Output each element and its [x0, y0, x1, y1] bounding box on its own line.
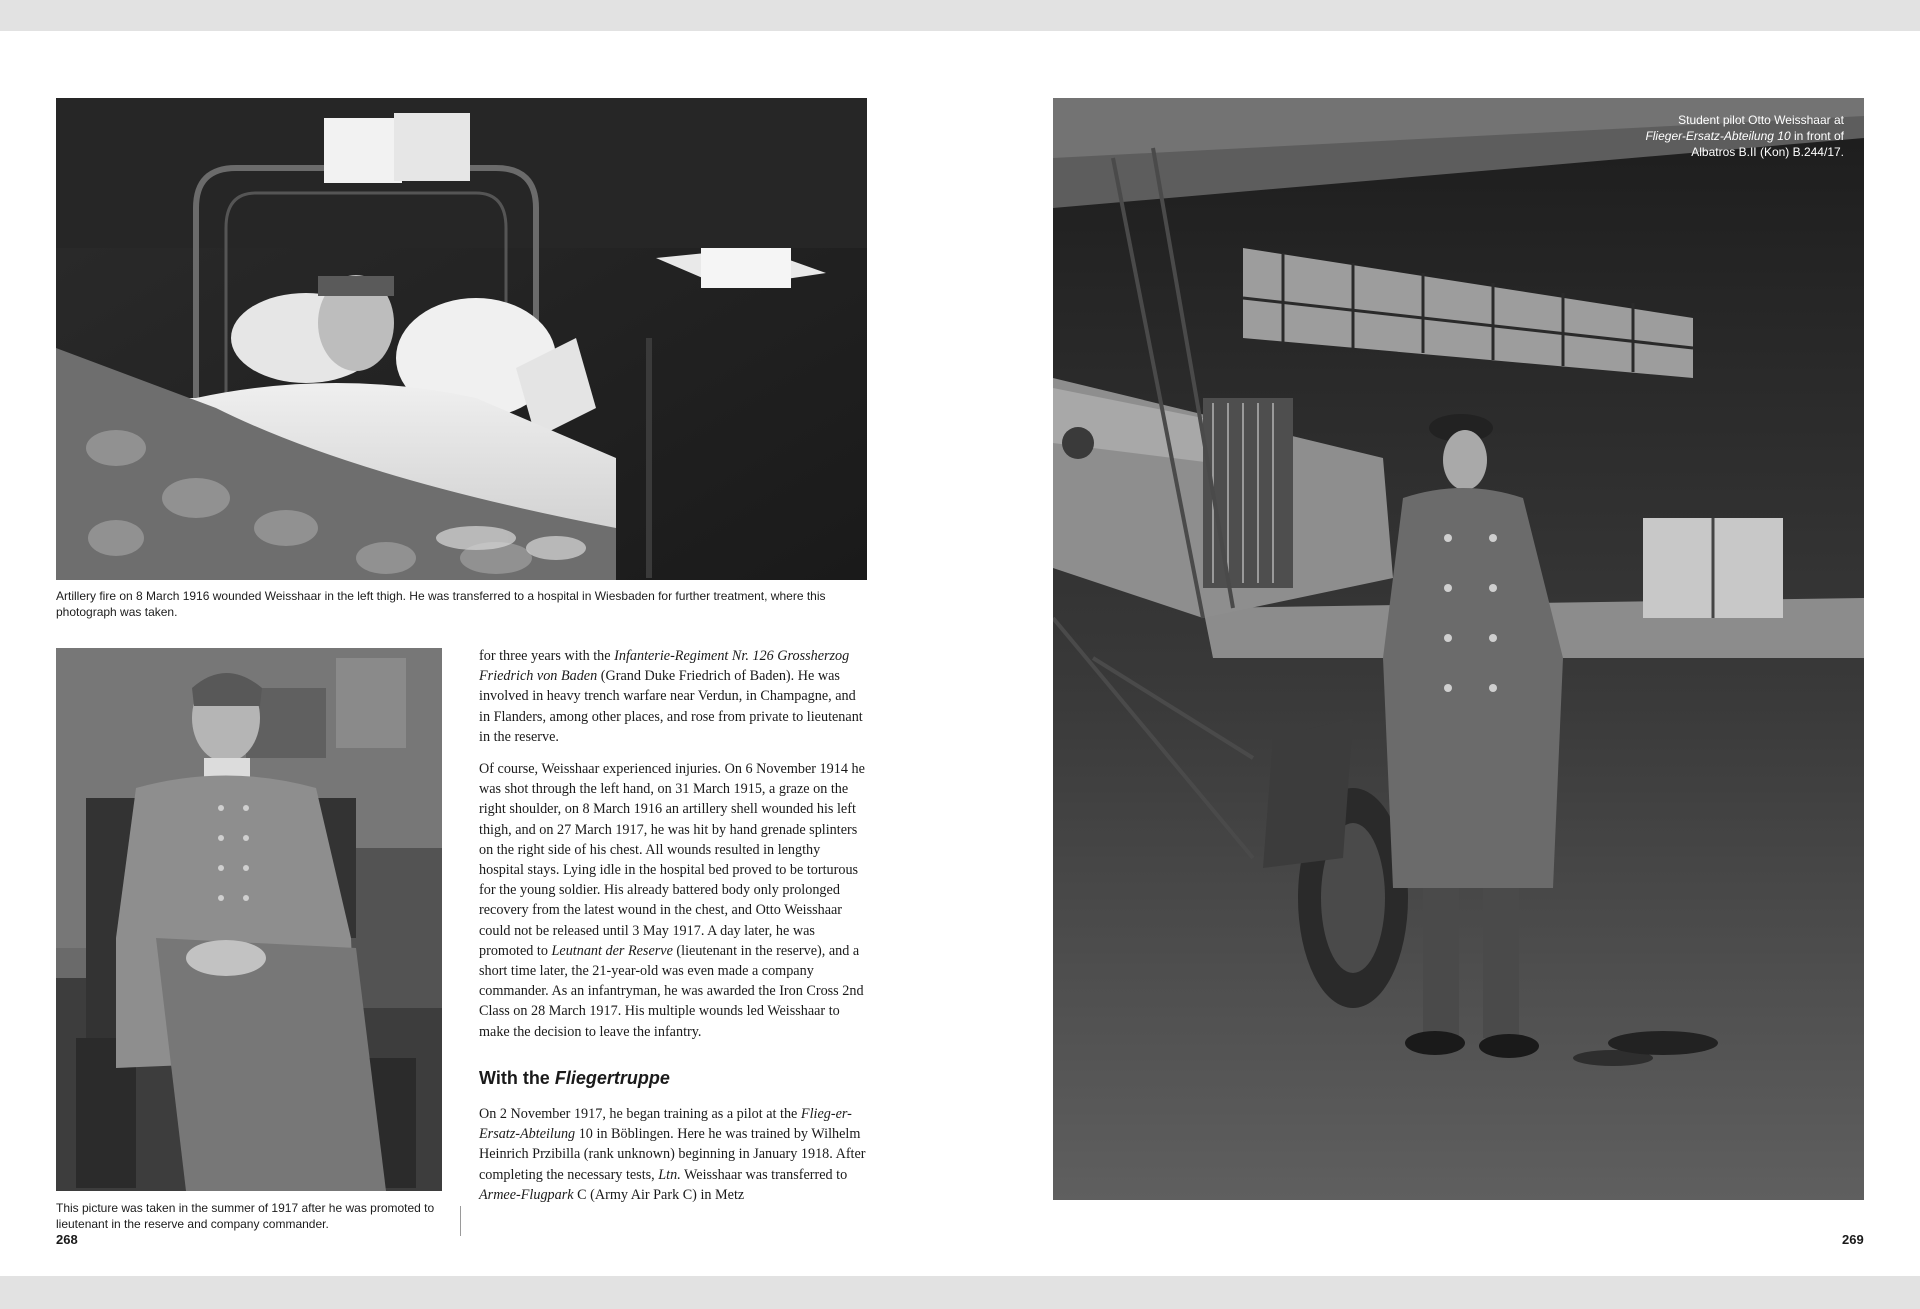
section-heading-italic: Fliegertruppe [554, 1068, 670, 1088]
italic-text-1: Flieger-Ersatz-Abteilung 10 [1645, 129, 1791, 143]
text-segment-6: C (Army Air Park C) in Metz [573, 1186, 745, 1203]
section-heading [479, 1068, 867, 1089]
column-rule [460, 1206, 461, 1236]
body-text-column [479, 646, 867, 1042]
text-segment-0: On 2 November 1917, he began training as a pilot at the [479, 1106, 801, 1122]
aircraft-photo-image [1053, 98, 1864, 1200]
body-text-column-continued [479, 1104, 867, 1205]
aircraft-photo-caption [1644, 112, 1844, 160]
text-segment-0: for three years with the [479, 648, 615, 664]
portrait-photo-caption: This picture was taken in the summer of 1917 after he was promoted to lieutenant in the reserve and company commander. [56, 1201, 435, 1231]
italic-text-1: Flieg-er-Ersatz-Abteilung [479, 1106, 852, 1143]
body-paragraph-2 [479, 759, 867, 1042]
italic-text-1: Infanterie-Regiment Nr. 126 Grossherzog Friedrich von Baden [479, 648, 850, 685]
portrait-photo-image [56, 648, 442, 1191]
text-segment-2: 10 in Böblingen. Here he was trained by Wilhelm Heinrich Przibilla (rank unknown) beginning in January 1918. After completing the necessary tests, [479, 1126, 866, 1183]
aircraft-photo [1053, 98, 1864, 1200]
section-heading-text: With the [479, 1068, 555, 1088]
hospital-photo-caption: Artillery fire on 8 March 1916 wounded Weisshaar in the left thigh. He was transferred to a hospital in Wiesbaden for further treatment, where this photograph was taken. [56, 589, 826, 619]
text-segment-2: in front of Albatros B.II (Kon) B.244/17. [1691, 129, 1844, 159]
page-number-left: 268 [56, 1232, 78, 1247]
italic-text-1: Leutnant der Reserve [551, 942, 673, 959]
body-paragraph-1 [479, 646, 867, 747]
italic-text-5: Armee-Flugpark [479, 1186, 574, 1203]
italic-text-3: Ltn. [658, 1166, 681, 1183]
hospital-photo [56, 98, 867, 580]
page-number-right: 269 [1842, 1232, 1864, 1247]
text-segment-2: (Grand Duke Friedrich of Baden). He was involved in heavy trench warfare near Verdun, in Champagne, and in Flanders, among other places, and rose from private to lieutenant in the reserve. [479, 668, 863, 745]
text-segment-2: (lieutenant in the reserve), and a short time later, the 21-year-old was even made a company commander. As an infantryman, he was awarded the Iron Cross 2nd Class on 28 March 1917. His multiple wounds led Weisshaar to make the decision to leave the infantry. [479, 942, 864, 1040]
hospital-photo-image [56, 98, 867, 580]
text-segment-0: Student pilot Otto Weisshaar at [1678, 113, 1844, 127]
text-segment-0: Of course, Weisshaar experienced injuries. On 6 November 1914 he was shot through the left hand, on 31 March 1915, a graze on the right shoulder, on 8 March 1916 an artillery shell wounded his left thigh, and on 27 March 1917, he was hit by hand grenade splinters on the right side of his chest. All wounds resulted in lengthy hospital stays. Lying idle in the hospital bed proved to be torturous for the young soldier. His already battered body only prolonged recovery from the latest wound in the chest, and Otto Weisshaar could not be released until 3 May 1917. A day later, he was promoted to [479, 761, 865, 959]
portrait-photo [56, 648, 442, 1191]
body-paragraph-3 [479, 1104, 867, 1205]
book-spread [0, 31, 1920, 1276]
text-segment-4: Weisshaar was transferred to [680, 1166, 848, 1183]
